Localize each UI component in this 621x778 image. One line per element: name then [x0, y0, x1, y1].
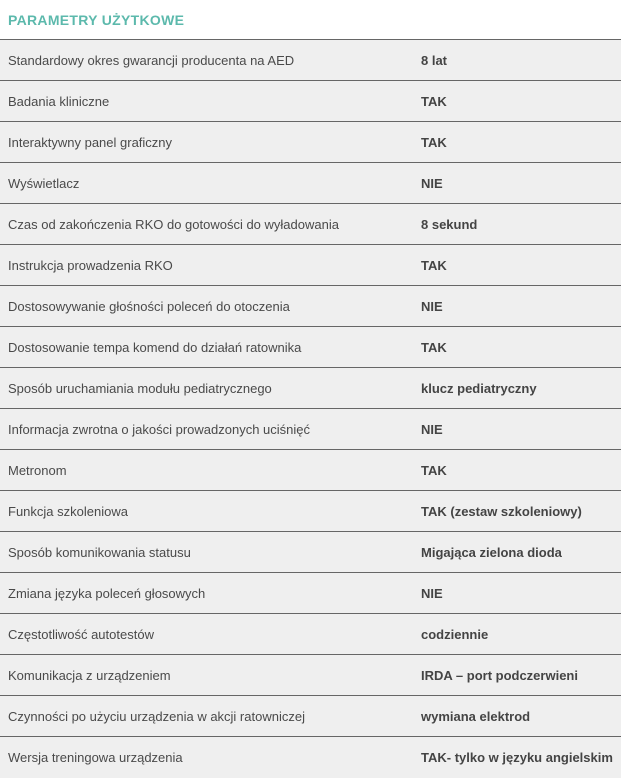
row-label: Funkcja szkoleniowa: [8, 503, 128, 519]
row-label: Czynności po użyciu urządzenia w akcji ratowniczej: [8, 708, 305, 724]
row-label: Wyświetlacz: [8, 175, 80, 191]
table-row: [0, 491, 621, 532]
row-value: TAK (zestaw szkoleniowy): [421, 503, 582, 519]
table-row: [0, 614, 621, 655]
table-row: [0, 286, 621, 327]
row-value: NIE: [421, 421, 443, 437]
row-value: klucz pediatryczny: [421, 380, 537, 396]
row-value: NIE: [421, 585, 443, 601]
row-label: Zmiana języka poleceń głosowych: [8, 585, 206, 601]
row-label: Interaktywny panel graficzny: [8, 134, 173, 150]
table-row: [0, 737, 621, 778]
row-label: Dostosowanie tempa komend do działań ratownika: [8, 339, 302, 355]
row-value: Migająca zielona dioda: [421, 544, 562, 560]
row-value: TAK: [421, 93, 447, 109]
row-value: IRDA – port podczerwieni: [421, 667, 578, 683]
table-row: [0, 409, 621, 450]
row-value: wymiana elektrod: [421, 708, 531, 724]
row-label: Informacja zwrotna o jakości prowadzonych uciśnięć: [8, 421, 311, 437]
row-value: 8 lat: [421, 52, 448, 68]
row-value: TAK: [421, 462, 447, 478]
table-row: [0, 81, 621, 122]
row-value: TAK- tylko w języku angielskim: [421, 750, 613, 765]
row-label: Wersja treningowa urządzenia: [8, 750, 183, 765]
row-value: NIE: [421, 298, 443, 314]
table-row: [0, 163, 621, 204]
row-label: Sposób komunikowania statusu: [8, 544, 191, 560]
row-value: NIE: [421, 175, 443, 191]
parameters-table: [0, 39, 621, 778]
table-row: [0, 655, 621, 696]
row-label: Instrukcja prowadzenia RKO: [8, 257, 173, 273]
row-label: Badania kliniczne: [8, 93, 110, 109]
table-row: [0, 122, 621, 163]
row-label: Komunikacja z urządzeniem: [8, 667, 171, 683]
row-label: Metronom: [8, 462, 67, 478]
table-row: [0, 696, 621, 737]
row-value: 8 sekund: [421, 216, 478, 232]
row-value: TAK: [421, 339, 447, 355]
row-label: Dostosowywanie głośności poleceń do otoczenia: [8, 298, 290, 314]
row-label: Sposób uruchamiania modułu pediatrycznego: [8, 380, 272, 396]
table-row: [0, 204, 621, 245]
row-label: Standardowy okres gwarancji producenta na AED: [8, 52, 295, 68]
row-label: Częstotliwość autotestów: [8, 626, 154, 642]
table-row: [0, 573, 621, 614]
row-label: Czas od zakończenia RKO do gotowości do wyładowania: [8, 216, 339, 232]
table-row: [0, 532, 621, 573]
table-row: [0, 245, 621, 286]
section-title: PARAMETRY UŻYTKOWE: [8, 12, 185, 28]
table-row: [0, 368, 621, 409]
table-row: [0, 40, 621, 81]
row-value: codziennie: [421, 626, 489, 642]
table-row: [0, 327, 621, 368]
row-value: TAK: [421, 134, 447, 150]
table-row: [0, 450, 621, 491]
row-value: TAK: [421, 257, 447, 273]
